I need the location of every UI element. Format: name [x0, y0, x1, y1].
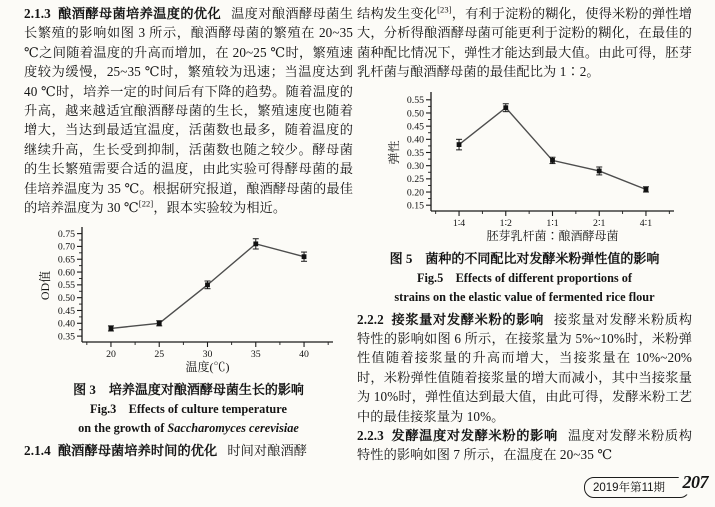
section-number: 2.1.3	[24, 6, 51, 21]
paragraph-text: 结构发生变化	[357, 6, 438, 21]
fig3-chart	[38, 221, 353, 380]
section-body-text: 接浆量对发酵米粉质构特性的影响如图 6 所示，在接浆量为 5%~10%时，米粉弹性值随着接浆量的升高而增大，当接浆量在 10%~20%时，米粉弹性值随着接浆量的增大而减小，其中当接浆量为 10%时，弹性值达到最大值，由此可得，发酵米粉工艺中的最佳接浆量为 10%。	[357, 311, 693, 424]
right-column	[357, 4, 692, 465]
section-body-text: 温度对酿酒酵母菌生长繁殖的影响如图 3 所示，酿酒酵母菌的繁殖在 20~35 ℃之间随着温度的升高而增加，在 20~25 ℃时，繁殖速度较为缓慢，25~35 ℃时，繁殖较为迅速；当温度达到 40 ℃时，培养一定的时间后有下降的趋势。随着温度的升高，越来越适宜酿酒酵母菌的生长，繁殖速度也随着增大，当达到最适宜温度，活菌数也最多，随着温度的继续升高，生长受到抑制，活菌数也随之较少。酵母菌的生长繁殖需要合适的温度，由此实验可得酵母菌的最佳培养温度为 35 ℃。根据研究报道，酿酒酵母菌的最佳的培养温度为 30 ℃	[24, 6, 353, 216]
svg-text:1∶2: 1∶2	[499, 217, 512, 229]
right-top-paragraph	[357, 4, 692, 82]
fig5-caption-en-line1: Fig.5 Effects of different proportions of	[416, 270, 633, 285]
svg-text:40: 40	[299, 349, 309, 361]
fig3-caption-en-line1: Fig.3 Effects of culture temperature	[90, 402, 287, 417]
section-heading: 酿酒酵母菌培养时间的优化	[57, 443, 218, 459]
svg-text:0.70: 0.70	[57, 242, 75, 254]
svg-text:35: 35	[250, 349, 261, 361]
svg-text:0.60: 0.60	[57, 267, 75, 279]
svg-text:0.65: 0.65	[57, 255, 75, 267]
section-number: 2.1.4	[24, 443, 51, 459]
svg-text:30: 30	[202, 349, 213, 361]
svg-text:2∶1: 2∶1	[593, 217, 606, 229]
section-2-2-3-paragraph	[357, 426, 692, 465]
svg-text:0.50: 0.50	[57, 293, 75, 305]
fig3-line-chart	[38, 221, 346, 375]
section-2-1-4-paragraph	[24, 441, 353, 460]
paragraph-text-tail: ，有利于淀粉的糊化，使得米粉的弹性增大，分析得酿酒酵母菌可能更利于淀粉的糊化，在最佳的菌种配比情况下，弹性才能达到最大值。由此可得，胚芽乳杆菌与酿酒酵母菌的最佳配比为 1∶2。	[357, 6, 692, 80]
fig3-caption-cn: 图 3 培养温度对酿酒酵母菌生长的影响	[73, 382, 304, 398]
svg-text:0.15: 0.15	[406, 200, 424, 212]
fig3-caption-en-line2	[24, 419, 353, 438]
section-heading: 酿酒酵母菌培养温度的优化	[57, 6, 222, 21]
svg-text:胚芽乳杆菌∶酿酒酵母菌: 胚芽乳杆菌∶酿酒酵母菌	[486, 228, 619, 243]
fig5-line-chart	[387, 86, 687, 244]
section-body-text-tail: ，跟本实验较为相近。	[153, 200, 287, 216]
fig5-caption-en-line2: strains on the elastic value of fermented rice flour	[394, 289, 655, 304]
section-body-text: 时间对酿酒酵	[227, 443, 308, 459]
svg-text:0.40: 0.40	[406, 134, 424, 146]
citation-ref-22: [22]	[138, 198, 154, 209]
svg-text:弹性: 弹性	[387, 140, 401, 165]
svg-text:0.45: 0.45	[57, 306, 75, 318]
svg-text:1∶4: 1∶4	[452, 217, 466, 229]
svg-text:4∶1: 4∶1	[639, 217, 653, 229]
section-heading: 接浆量对发酵米粉的影响	[390, 311, 544, 327]
section-number: 2.2.3	[357, 428, 384, 444]
species-name: Saccharomyces cerevisiae	[167, 421, 299, 436]
svg-text:20: 20	[106, 349, 116, 361]
fig5-chart	[387, 86, 692, 249]
fig5-caption-cn: 图 5 菌种的不同配比对发酵米粉弹性值的影响	[389, 250, 660, 266]
section-2-2-2-paragraph	[357, 310, 692, 426]
svg-text:0.50: 0.50	[406, 107, 424, 119]
svg-text:0.35: 0.35	[57, 331, 75, 343]
svg-text:0.20: 0.20	[406, 186, 424, 198]
section-number: 2.2.2	[357, 311, 384, 327]
section-body-text: 温度对发酵米粉质构特性的影响如图 7 所示，在温度在 20~35 ℃	[357, 428, 693, 463]
citation-ref-23: [23]	[437, 4, 452, 15]
svg-text:1∶1: 1∶1	[546, 217, 559, 229]
issue-label: 2019年第11期	[584, 477, 690, 498]
svg-text:0.55: 0.55	[57, 280, 75, 292]
svg-text:0.75: 0.75	[57, 229, 75, 241]
svg-text:25: 25	[154, 349, 165, 361]
section-heading: 发酵温度对发酵米粉的影响	[390, 428, 558, 444]
svg-text:0.25: 0.25	[406, 173, 424, 185]
svg-text:0.30: 0.30	[406, 160, 424, 172]
page-footer	[584, 472, 712, 500]
left-column	[24, 4, 353, 461]
fig3-caption-en-prefix: on the growth of	[78, 421, 168, 436]
svg-text:0.40: 0.40	[57, 319, 75, 331]
svg-text:0.45: 0.45	[406, 121, 424, 133]
svg-text:温度(℃): 温度(℃)	[185, 360, 230, 375]
svg-text:0.35: 0.35	[406, 147, 424, 159]
section-2-1-3-paragraph	[24, 4, 353, 217]
svg-text:OD值: OD值	[38, 271, 52, 301]
svg-text:0.55: 0.55	[406, 94, 424, 106]
page-number: 207	[677, 470, 715, 496]
